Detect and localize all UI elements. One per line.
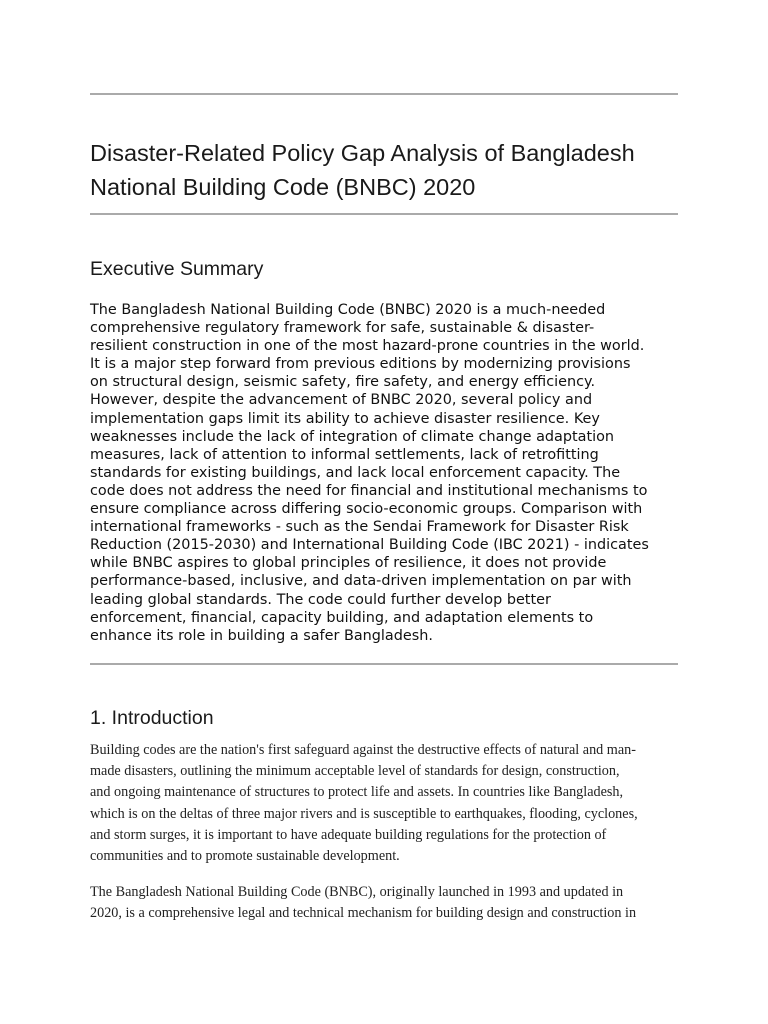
summary-line: on structural design, seismic safety, fire safety, and energy efficiency. [90, 374, 596, 391]
document-title-line: National Building Code (BNBC) 2020 [90, 174, 476, 200]
summary-line: resilient construction in one of the most hazard-prone countries in the world. [90, 338, 645, 355]
summary-line: However, despite the advancement of BNBC 2020, several policy and [90, 392, 593, 409]
top-divider [90, 93, 678, 95]
summary-line: code does not address the need for financial and institutional mechanisms to [90, 482, 648, 499]
paragraph-line: and storm surges, it is important to have adequate building regulations for the protection of [90, 826, 607, 843]
summary-line: while BNBC aspires to global principles of resilience, it does not provide [90, 555, 607, 572]
introduction-heading: 1. Introduction [90, 707, 214, 729]
document-title [90, 136, 690, 204]
introduction-paragraph-2 [90, 882, 680, 924]
summary-line: Reduction (2015-2030) and International Building Code (IBC 2021) - indicates [90, 537, 649, 554]
summary-line: ensure compliance across differing socio-economic groups. Comparison with [90, 501, 643, 518]
paragraph-line: The Bangladesh National Building Code (BNBC), originally launched in 1993 and updated in [90, 884, 624, 900]
summary-line: international frameworks - such as the Sendai Framework for Disaster Risk [90, 519, 629, 536]
summary-line: implementation gaps limit its ability to achieve disaster resilience. Key [90, 410, 600, 427]
paragraph-line: 2020, is a comprehensive legal and technical mechanism for building design and construction in [90, 905, 637, 922]
paragraph-line: which is on the deltas of three major rivers and is susceptible to earthquakes, flooding, cyclones, [90, 805, 638, 822]
summary-line: The Bangladesh National Building Code (BNBC) 2020 is a much-needed [90, 302, 606, 318]
title-divider [90, 213, 678, 215]
paragraph-line: made disasters, outlining the minimum acceptable level of standards for design, construction, [90, 763, 620, 780]
introduction-paragraph-1 [90, 740, 680, 867]
summary-line: enhance its role in building a safer Bangladesh. [90, 627, 433, 644]
document-title-line: Disaster-Related Policy Gap Analysis of Bangladesh [90, 140, 635, 166]
summary-line: enforcement, financial, capacity building, and adaptation elements to [90, 609, 594, 626]
summary-line: comprehensive regulatory framework for safe, sustainable & disaster- [90, 320, 595, 337]
summary-line: It is a major step forward from previous editions by modernizing provisions [90, 356, 631, 373]
paragraph-line: Building codes are the nation's first safeguard against the destructive effects of natural and man- [90, 742, 636, 758]
paragraph-line: communities and to promote sustainable development. [90, 848, 400, 865]
summary-line: weaknesses include the lack of integration of climate change adaptation [90, 428, 615, 445]
executive-summary-heading: Executive Summary [90, 258, 264, 280]
summary-divider [90, 663, 678, 665]
summary-line: measures, lack of attention to informal settlements, lack of retrofitting [90, 446, 599, 463]
paragraph-line: and ongoing maintenance of structures to protect life and assets. In countries like Bangladesh, [90, 784, 624, 801]
executive-summary-text [90, 301, 690, 645]
summary-line: performance-based, inclusive, and data-driven implementation on par with [90, 573, 632, 590]
summary-line: standards for existing buildings, and lack local enforcement capacity. The [90, 464, 621, 481]
summary-line: leading global standards. The code could further develop better [90, 591, 551, 608]
